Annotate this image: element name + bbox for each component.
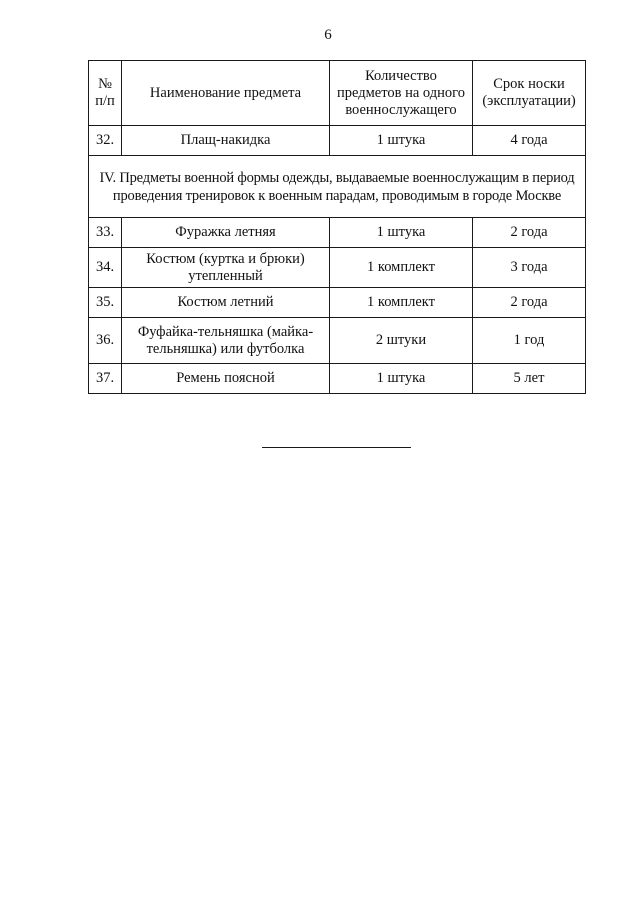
cell-number: 32. (89, 126, 122, 156)
cell-term: 4 года (473, 126, 586, 156)
cell-number: 33. (89, 218, 122, 248)
section-heading-row (89, 156, 586, 218)
cell-quantity: 1 штука (330, 126, 473, 156)
table-row (89, 318, 586, 364)
cell-name: Плащ-накидка (122, 126, 330, 156)
cell-number: 35. (89, 288, 122, 318)
cell-quantity: 1 штука (330, 364, 473, 394)
cell-term: 2 года (473, 218, 586, 248)
cell-number: 36. (89, 318, 122, 364)
cell-quantity: 1 комплект (330, 288, 473, 318)
table-row (89, 218, 586, 248)
table-row (89, 126, 586, 156)
page-number: 6 (324, 27, 332, 43)
cell-term: 3 года (473, 248, 586, 288)
cell-term: 1 год (473, 318, 586, 364)
items-table (88, 60, 586, 394)
header-term: Срок носки (эксплуатации) (473, 61, 586, 126)
table-row (89, 248, 586, 288)
cell-quantity: 2 штуки (330, 318, 473, 364)
cell-name: Ремень поясной (122, 364, 330, 394)
cell-quantity: 1 штука (330, 218, 473, 248)
table-row (89, 288, 586, 318)
cell-number: 37. (89, 364, 122, 394)
section-heading: IV. Предметы военной формы одежды, выдаваемые военнослужащим в период проведения тренировок к военным парадам, проводимым в городе Москве (89, 156, 586, 218)
cell-term: 2 года (473, 288, 586, 318)
table-row (89, 364, 586, 394)
table-header-row (89, 61, 586, 126)
end-of-document-rule (262, 447, 411, 448)
cell-term: 5 лет (473, 364, 586, 394)
cell-name: Костюм летний (122, 288, 330, 318)
cell-name: Костюм (куртка и брюки) утепленный (122, 248, 330, 288)
cell-name: Фуфайка-тельняшка (майка-тельняшка) или футболка (122, 318, 330, 364)
cell-number: 34. (89, 248, 122, 288)
header-name: Наименование предмета (122, 61, 330, 126)
cell-quantity: 1 комплект (330, 248, 473, 288)
header-number: № п/п (89, 61, 122, 126)
cell-name: Фуражка летняя (122, 218, 330, 248)
header-quantity: Количество предметов на одного военнослужащего (330, 61, 473, 126)
